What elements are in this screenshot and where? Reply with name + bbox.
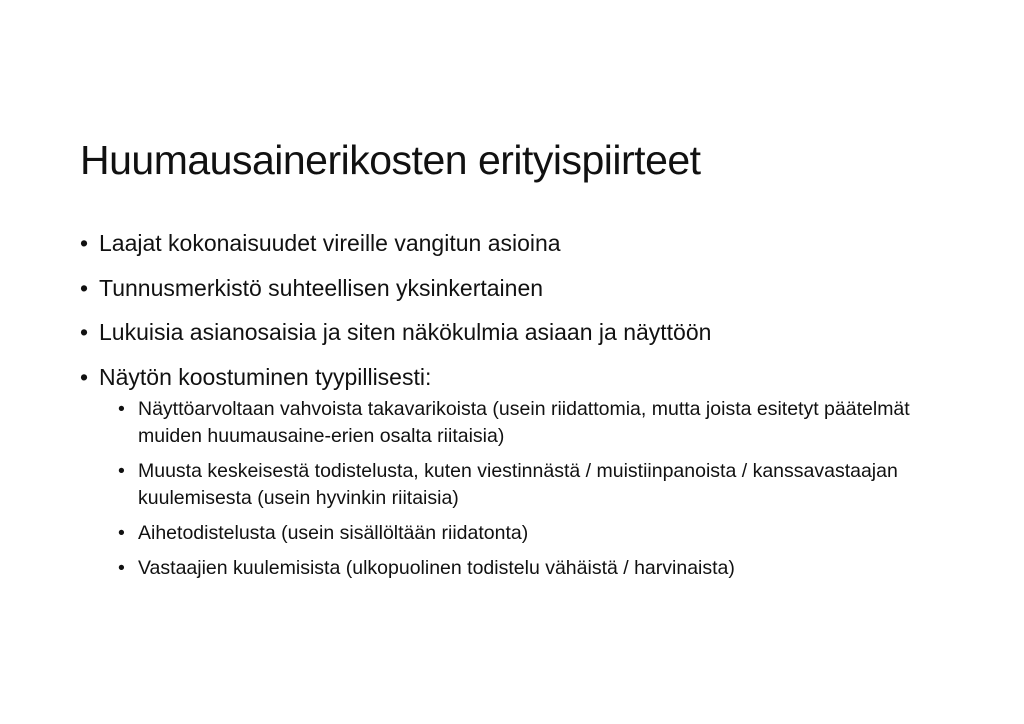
sub-bullet-dot: • [118,397,125,420]
bullet-text: Lukuisia asianosaisia ja siten näkökulmia asiaan ja näyttöön [99,319,712,345]
bullet-dot: • [80,363,89,390]
bullet-text: Tunnusmerkistö suhteellisen yksinkertainen [99,274,544,301]
sub-bullet-dot: • [118,459,125,482]
sub-bullet-text: Vastaajien kuulemisista (ulkopuolinen todistelu vähäistä / harvinaista) [138,556,735,579]
bullet-item [80,317,960,347]
sub-bullet-text: Aihetodistelusta (usein sisällöltään riidatonta) [138,521,529,544]
sub-bullet-dot: • [118,521,125,544]
sub-bullet-item [118,458,938,512]
sub-bullet-text: Näyttöarvoltaan vahvoista takavarikoista (usein riidattomia, mutta joista esitetyt päätelmät muiden huumausaine-erien osalta riitaisia) [138,397,910,447]
bullet-list [80,228,960,590]
bullet-item [80,273,960,303]
sub-bullet-text: Muusta keskeisestä todistelusta, kuten viestinnästä / muistiinpanoista / kanssavastaajan kuulemisesta (usein hyvinkin riitaisia) [138,459,898,509]
sub-bullet-item [118,520,938,547]
bullet-dot: • [80,274,89,301]
bullet-text: Laajat kokonaisuudet vireille vangitun asioina [99,230,561,256]
slide-title: Huumausainerikosten erityispiirteet [80,137,701,183]
sub-bullet-dot: • [118,556,125,579]
bullet-text: Näytön koostuminen tyypillisesti: [99,363,432,390]
bullet-item [80,228,960,258]
sub-bullet-list [99,396,960,582]
sub-bullet-item [118,555,938,582]
bullet-dot: • [80,230,89,256]
bullet-dot: • [80,319,89,345]
bullet-item [80,362,960,582]
sub-bullet-item [118,396,938,450]
